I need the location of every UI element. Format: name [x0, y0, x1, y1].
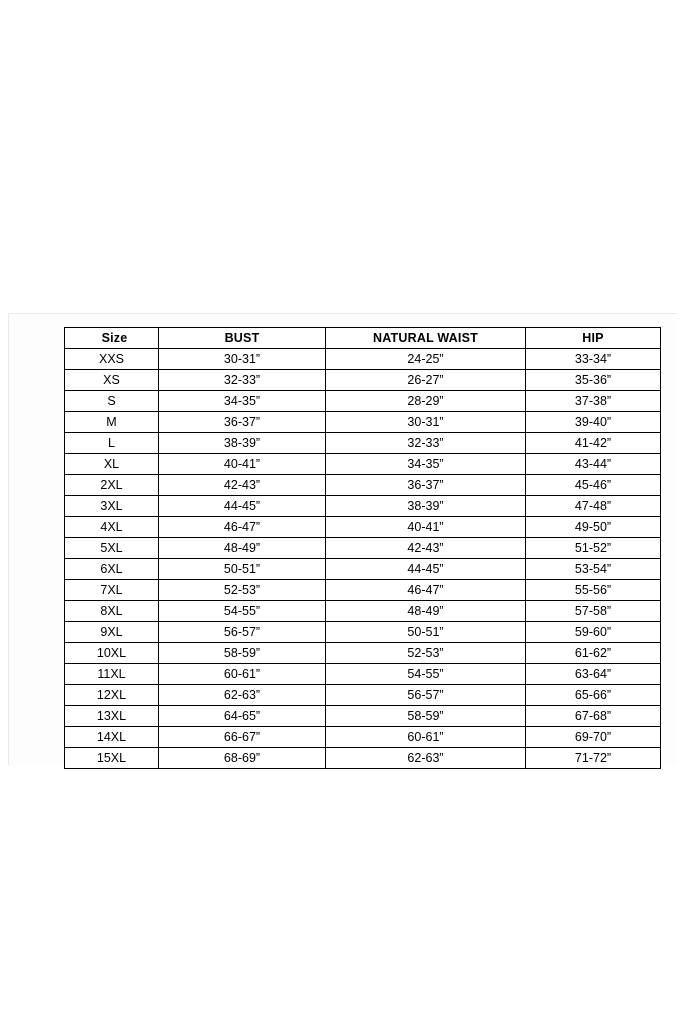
- cell-hip: 47-48”: [526, 496, 661, 517]
- cell-bust: 60-61”: [159, 664, 326, 685]
- cell-waist: 56-57”: [326, 685, 526, 706]
- cell-size: 4XL: [65, 517, 159, 538]
- cell-bust: 32-33”: [159, 370, 326, 391]
- cell-bust: 66-67”: [159, 727, 326, 748]
- cell-hip: 37-38”: [526, 391, 661, 412]
- cell-size: XXS: [65, 349, 159, 370]
- cell-size: 11XL: [65, 664, 159, 685]
- cell-waist: 50-51”: [326, 622, 526, 643]
- column-header-size: Size: [65, 328, 159, 349]
- table-row: [65, 538, 661, 559]
- table-row: [65, 727, 661, 748]
- table-header: [65, 328, 661, 349]
- table-row: [65, 370, 661, 391]
- cell-size: 2XL: [65, 475, 159, 496]
- table-row: [65, 748, 661, 769]
- cell-hip: 61-62”: [526, 643, 661, 664]
- cell-hip: 59-60”: [526, 622, 661, 643]
- table-row: [65, 391, 661, 412]
- cell-size: 9XL: [65, 622, 159, 643]
- cell-bust: 30-31”: [159, 349, 326, 370]
- cell-bust: 48-49”: [159, 538, 326, 559]
- cell-waist: 52-53”: [326, 643, 526, 664]
- cell-bust: 42-43”: [159, 475, 326, 496]
- cell-hip: 53-54”: [526, 559, 661, 580]
- cell-waist: 60-61”: [326, 727, 526, 748]
- table-row: [65, 622, 661, 643]
- table-row: [65, 475, 661, 496]
- table-header-row: [65, 328, 661, 349]
- table-row: [65, 643, 661, 664]
- cell-bust: 50-51”: [159, 559, 326, 580]
- table-row: [65, 412, 661, 433]
- cell-size: M: [65, 412, 159, 433]
- table-row: [65, 601, 661, 622]
- cell-waist: 38-39”: [326, 496, 526, 517]
- table-row: [65, 496, 661, 517]
- cell-bust: 34-35”: [159, 391, 326, 412]
- cell-size: 10XL: [65, 643, 159, 664]
- cell-size: 8XL: [65, 601, 159, 622]
- table-body: [65, 349, 661, 769]
- cell-size: XS: [65, 370, 159, 391]
- column-header-hip: HIP: [526, 328, 661, 349]
- table-row: [65, 706, 661, 727]
- cell-bust: 40-41”: [159, 454, 326, 475]
- column-header-natural-waist: NATURAL WAIST: [326, 328, 526, 349]
- cell-hip: 69-70”: [526, 727, 661, 748]
- size-chart-table: [64, 327, 661, 769]
- cell-hip: 39-40”: [526, 412, 661, 433]
- table-row: [65, 664, 661, 685]
- cell-size: 6XL: [65, 559, 159, 580]
- size-chart-container: [64, 327, 660, 769]
- cell-waist: 42-43”: [326, 538, 526, 559]
- cell-hip: 49-50”: [526, 517, 661, 538]
- table-row: [65, 433, 661, 454]
- cell-hip: 35-36”: [526, 370, 661, 391]
- cell-size: S: [65, 391, 159, 412]
- cell-waist: 24-25”: [326, 349, 526, 370]
- cell-hip: 65-66”: [526, 685, 661, 706]
- table-row: [65, 559, 661, 580]
- cell-size: 5XL: [65, 538, 159, 559]
- cell-bust: 46-47”: [159, 517, 326, 538]
- cell-waist: 34-35”: [326, 454, 526, 475]
- cell-hip: 51-52”: [526, 538, 661, 559]
- cell-size: 7XL: [65, 580, 159, 601]
- cell-waist: 54-55”: [326, 664, 526, 685]
- cell-bust: 38-39”: [159, 433, 326, 454]
- table-row: [65, 349, 661, 370]
- cell-waist: 48-49”: [326, 601, 526, 622]
- cell-hip: 45-46”: [526, 475, 661, 496]
- cell-bust: 56-57”: [159, 622, 326, 643]
- cell-waist: 30-31”: [326, 412, 526, 433]
- cell-size: 14XL: [65, 727, 159, 748]
- cell-waist: 26-27”: [326, 370, 526, 391]
- column-header-bust: BUST: [159, 328, 326, 349]
- cell-waist: 40-41”: [326, 517, 526, 538]
- cell-waist: 36-37”: [326, 475, 526, 496]
- cell-bust: 54-55”: [159, 601, 326, 622]
- cell-waist: 32-33”: [326, 433, 526, 454]
- cell-waist: 28-29”: [326, 391, 526, 412]
- cell-bust: 58-59”: [159, 643, 326, 664]
- cell-waist: 58-59”: [326, 706, 526, 727]
- cell-hip: 33-34”: [526, 349, 661, 370]
- cell-size: 15XL: [65, 748, 159, 769]
- cell-hip: 71-72”: [526, 748, 661, 769]
- cell-bust: 62-63”: [159, 685, 326, 706]
- cell-waist: 62-63”: [326, 748, 526, 769]
- cell-bust: 36-37”: [159, 412, 326, 433]
- table-row: [65, 517, 661, 538]
- cell-size: L: [65, 433, 159, 454]
- cell-bust: 44-45”: [159, 496, 326, 517]
- cell-bust: 68-69”: [159, 748, 326, 769]
- table-row: [65, 454, 661, 475]
- cell-hip: 43-44”: [526, 454, 661, 475]
- cell-bust: 64-65”: [159, 706, 326, 727]
- cell-hip: 41-42”: [526, 433, 661, 454]
- cell-size: XL: [65, 454, 159, 475]
- cell-hip: 63-64”: [526, 664, 661, 685]
- table-row: [65, 580, 661, 601]
- table-row: [65, 685, 661, 706]
- cell-hip: 57-58”: [526, 601, 661, 622]
- cell-size: 13XL: [65, 706, 159, 727]
- cell-waist: 46-47”: [326, 580, 526, 601]
- cell-waist: 44-45”: [326, 559, 526, 580]
- cell-hip: 55-56”: [526, 580, 661, 601]
- cell-size: 3XL: [65, 496, 159, 517]
- cell-hip: 67-68”: [526, 706, 661, 727]
- cell-bust: 52-53”: [159, 580, 326, 601]
- cell-size: 12XL: [65, 685, 159, 706]
